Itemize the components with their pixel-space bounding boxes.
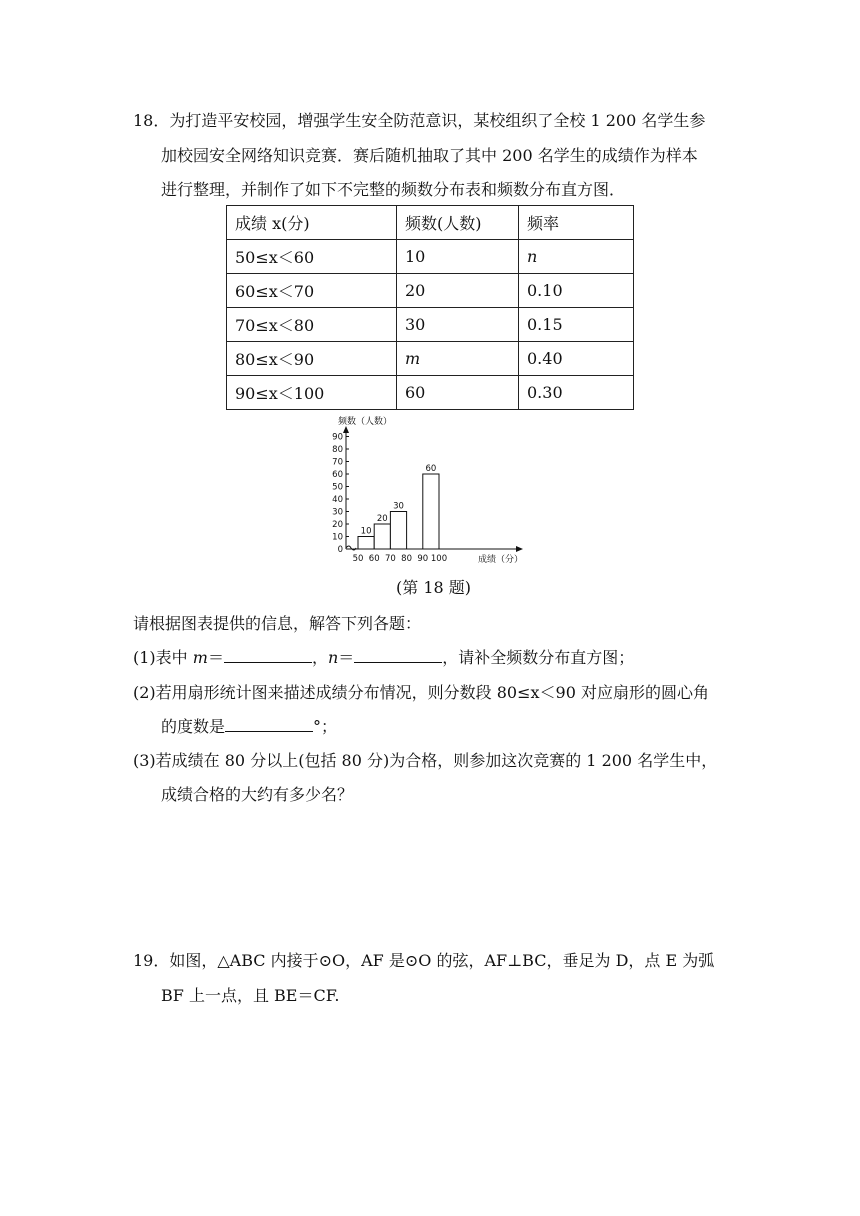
table-cell: 30	[397, 308, 519, 342]
x-tick-label: 70	[384, 554, 396, 564]
histogram-bar	[390, 512, 406, 550]
sub2-degree: °；	[313, 717, 338, 736]
table-header-row	[227, 206, 634, 240]
table-row	[227, 342, 634, 376]
sub1-comma: ，	[311, 648, 328, 667]
q18-line-3: 进行整理，并制作了如下不完整的频数分布表和频数分布直方图．	[161, 180, 626, 199]
x-axis-arrow	[516, 546, 523, 552]
y-axis-label: 频数（人数）	[338, 417, 393, 427]
table-cell: 0.30	[519, 376, 634, 410]
q18-line-2: 加校园安全网络知识竞赛．赛后随机抽取了其中 200 名学生的成绩作为样本	[161, 146, 698, 165]
table-cell: 70≤x＜80	[227, 308, 397, 342]
histogram-bar	[374, 524, 390, 549]
blank-angle[interactable]	[225, 717, 313, 732]
x-tick-label: 100	[430, 554, 448, 564]
frequency-histogram	[318, 414, 538, 570]
header-frequency: 频数(人数)	[397, 206, 519, 240]
x-tick-label: 90	[417, 554, 429, 564]
bar-value-label: 10	[360, 526, 372, 537]
table-cell: 0.40	[519, 342, 634, 376]
y-tick-label: 70	[332, 457, 343, 468]
bar-value-label: 20	[376, 514, 388, 524]
header-rate: 频率	[519, 206, 634, 240]
sub1-prefix: (1)表中	[133, 648, 193, 667]
table-row	[227, 240, 634, 274]
header-score: 成绩 x(分)	[227, 206, 397, 240]
histogram-bar	[423, 474, 439, 549]
x-axis-label: 成绩（分）	[478, 555, 524, 565]
y-tick-label: 10	[332, 532, 343, 543]
sub1-suffix: ，请补全频数分布直方图；	[442, 648, 635, 667]
table-row	[227, 274, 634, 308]
table-cell: 20	[397, 274, 519, 308]
frequency-table	[226, 205, 634, 410]
blank-m[interactable]	[224, 648, 312, 663]
y-axis-arrow	[343, 426, 349, 433]
q19-line-2: BF 上一点，且 BE＝CF.	[161, 986, 340, 1005]
histogram-bar	[358, 537, 374, 550]
q18-sub2-line-2	[161, 717, 337, 737]
table-cell: 90≤x＜100	[227, 376, 397, 410]
blank-n[interactable]	[354, 648, 442, 663]
table-cell: 80≤x＜90	[227, 342, 397, 376]
q18-sub3-line-1: (3)若成绩在 80 分以上(包括 80 分)为合格，则参加这次竞赛的 1 200 名学生中，	[133, 751, 718, 770]
table-cell: m	[397, 342, 519, 376]
q18-sub2-line-1: (2)若用扇形统计图来描述成绩分布情况，则分数段 80≤x＜90 对应扇形的圆心角	[133, 683, 709, 702]
q18-sub1	[133, 648, 634, 668]
table-cell: n	[519, 240, 634, 274]
y-tick-label: 30	[332, 507, 343, 518]
x-tick-label: 80	[401, 554, 413, 564]
sub2-text: 的度数是	[161, 717, 226, 736]
q19-line-1: 19．如图，△ABC 内接于⊙O，AF 是⊙O 的弦，AF⊥BC，垂足为 D，点 E 为弧	[133, 951, 715, 970]
bar-value-label: 60	[425, 464, 437, 474]
table-cell: 0.10	[519, 274, 634, 308]
y-tick-label: 40	[332, 495, 343, 505]
figure-caption: (第 18 题)	[396, 578, 472, 597]
y-tick-label: 20	[332, 520, 343, 530]
y-tick-label: 60	[332, 470, 343, 480]
bar-value-label: 30	[393, 501, 404, 512]
q18-sub3-line-2: 成绩合格的大约有多少名？	[161, 785, 354, 804]
sub1-eq2: ＝	[338, 648, 355, 667]
var-m: m	[192, 648, 208, 667]
q18-line-1: 18．为打造平安校园，增强学生安全防范意识，某校组织了全校 1 200 名学生参	[133, 111, 706, 130]
table-cell: 50≤x＜60	[227, 240, 397, 274]
y-tick-label: 80	[332, 445, 343, 455]
q18-prompt: 请根据图表提供的信息，解答下列各题：	[133, 614, 422, 633]
table-cell: 0.15	[519, 308, 634, 342]
sub1-eq1: ＝	[207, 648, 224, 667]
table-cell: 60	[397, 376, 519, 410]
x-tick-label: 60	[368, 554, 380, 564]
y-tick-label: 50	[332, 482, 343, 493]
table-row	[227, 376, 634, 410]
var-n: n	[327, 648, 339, 667]
x-tick-label: 50	[352, 554, 364, 564]
table-cell: 60≤x＜70	[227, 274, 397, 308]
y-tick-label: 0	[337, 545, 343, 555]
table-row	[227, 308, 634, 342]
y-tick-label: 90	[332, 432, 343, 443]
table-cell: 10	[397, 240, 519, 274]
